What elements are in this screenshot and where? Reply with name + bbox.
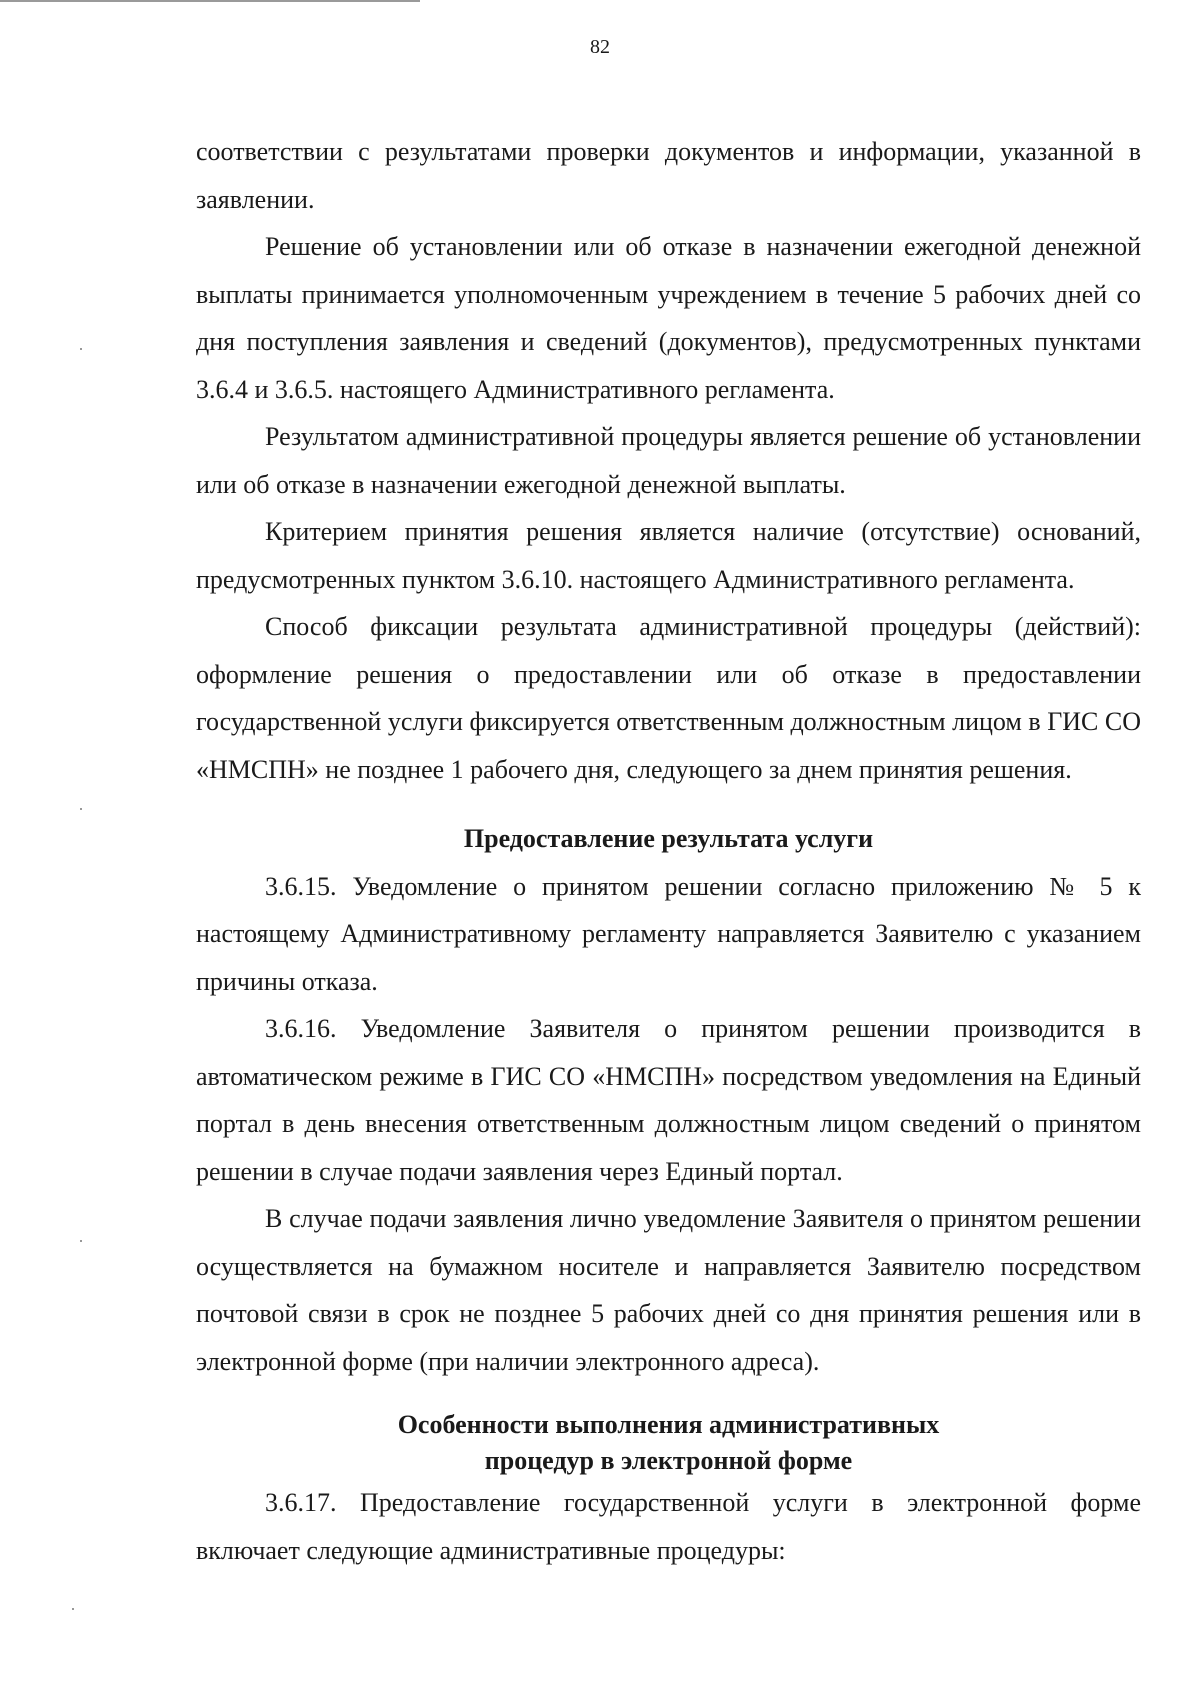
- paragraph: соответствии с результатами проверки документов и информации, указанной в заявлении.: [196, 137, 1141, 214]
- paragraph: В случае подачи заявления лично уведомление Заявителя о принятом решении осуществляется на бумажном носителе и направляется Заявителю посредством почтовой связи в срок не позднее 5 рабочих дней со дня принятия решения или в электронной форме (при наличии электронного адреса).: [196, 1204, 1141, 1376]
- scan-speck: [80, 808, 82, 810]
- paragraph: 3.6.16. Уведомление Заявителя о принятом решении производится в автоматическом режиме в ГИС СО «НМСПН» посредством уведомления на Единый портал в день внесения ответственным должностным лицом сведений о принятом решении в случае подачи заявления через Единый портал.: [196, 1014, 1141, 1186]
- scan-speck: [72, 1608, 74, 1610]
- paragraph: 3.6.17. Предоставление государственной услуги в электронной форме включает следующие административные процедуры:: [196, 1488, 1141, 1565]
- scan-speck: [80, 1240, 82, 1242]
- top-rule: [0, 0, 420, 2]
- section-heading-line: Особенности выполнения административных: [397, 1410, 940, 1439]
- paragraph: Решение об установлении или об отказе в назначении ежегодной денежной выплаты принимается уполномоченным учреждением в течение 5 рабочих дней со дня поступления заявления и сведений (документов), предусмотренных пунктами 3.6.4 и 3.6.5. настоящего Административного регламента.: [196, 232, 1141, 404]
- page-number: 82: [590, 36, 610, 58]
- paragraph: Способ фиксации результата административной процедуры (действий): оформление решения о предоставлении или об отказе в предоставлении государственной услуги фиксируется ответственным должностным лицом в ГИС СО «НМСПН» не позднее 1 рабочего дня, следующего за днем принятия решения.: [196, 612, 1141, 784]
- paragraph: 3.6.15. Уведомление о принятом решении согласно приложению № 5 к настоящему Административному регламенту направляется Заявителю с указанием причины отказа.: [196, 871, 1141, 996]
- section-heading: Предоставление результата услуги: [463, 824, 874, 853]
- section-heading: [196, 1407, 1141, 1479]
- document-body: [196, 128, 1141, 1574]
- scan-speck: [80, 348, 82, 350]
- paragraph: Результатом административной процедуры является решение об установлении или об отказе в назначении ежегодной денежной выплаты.: [196, 422, 1141, 499]
- section-heading-line: процедур в электронной форме: [484, 1446, 853, 1475]
- paragraph: Критерием принятия решения является наличие (отсутствие) оснований, предусмотренных пунктом 3.6.10. настоящего Административного регламента.: [196, 517, 1141, 594]
